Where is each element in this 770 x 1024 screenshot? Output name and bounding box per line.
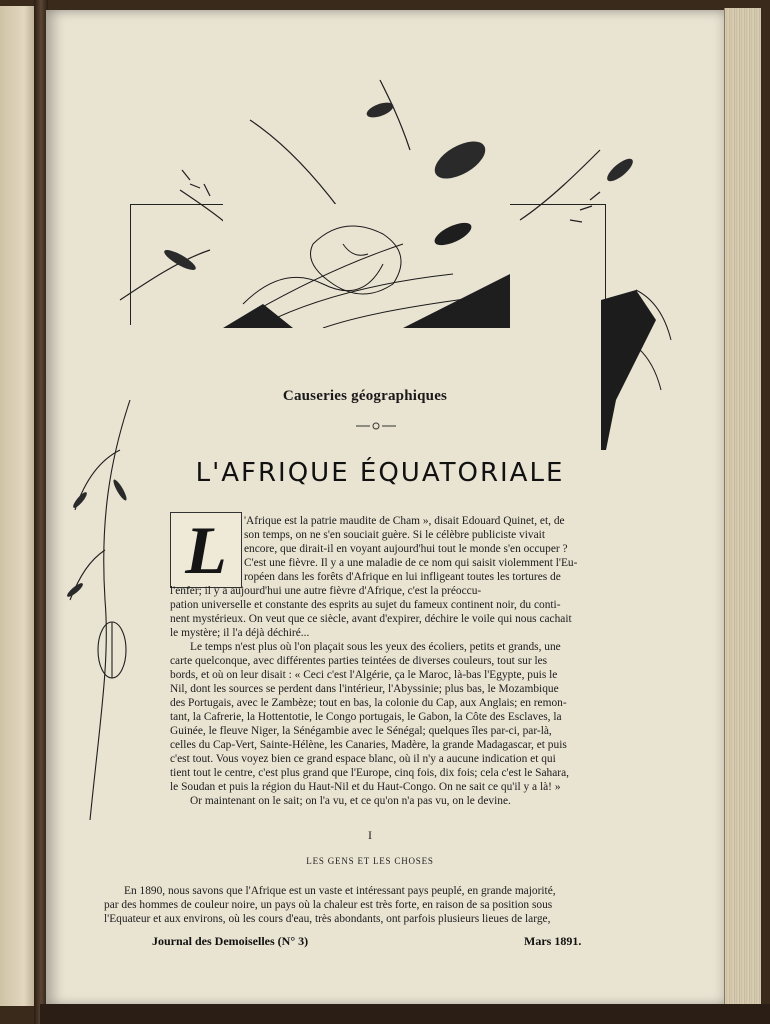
journal-footer: Journal des Demoiselles (N° 3) xyxy=(152,934,309,948)
section-number: I xyxy=(368,828,372,842)
book-bottom-edge xyxy=(40,1004,770,1024)
series-title: Causeries géographiques xyxy=(282,388,448,404)
paragraph-line: Nil, dont les sources se perdent dans l'intérieur, l'Abyssinie; plus bas, le Mozambique xyxy=(170,683,559,695)
paragraph-line: tant, la Cafrerie, la Hottentotie, le Congo portugais, le Gabon, la Côte des Esclaves, la xyxy=(170,711,562,723)
issue-date: Mars 1891. xyxy=(524,934,582,948)
article-title: L'AFRIQUE ÉQUATORIALE xyxy=(195,458,565,488)
paragraph-line: carte quelconque, avec différentes parties teintées de diverses couleurs, tout sur les xyxy=(170,655,548,667)
right-vine-illustration xyxy=(596,280,676,460)
paragraph-line: c'est tout. Vous voyez bien ce grand espace blanc, où il n'y a aucune indication et qui xyxy=(170,753,556,765)
paragraph-line: bords, et où on leur disait : « Ceci c'est l'Algérie, ça le Maroc, là-bas l'Egypte, puis le xyxy=(170,669,558,681)
flower-vignette xyxy=(223,204,510,328)
dropcap-letter: L xyxy=(185,512,227,588)
title-ornament xyxy=(356,420,396,432)
paragraph-line: le Soudan et puis la région du Haut-Nil et du Haut-Congo. On ne sait ce qu'il y a là! » xyxy=(170,781,561,793)
ornamental-dropcap xyxy=(170,512,242,588)
paragraph-line: l'Equateur et aux environs, où les cours d'eau, très abondants, ont parfois plusieurs lieues de large, xyxy=(104,913,551,925)
paragraph-line: ropéen dans les forêts d'Afrique en lui infligeant toutes les tortures de xyxy=(244,571,561,583)
paragraph-line: celles du Cap-Vert, Sainte-Hélène, les Canaries, Madère, la grande Madagascar, et puis xyxy=(170,739,567,751)
paragraph-line: C'est une fièvre. Il y a une maladie de ce nom qui saisit violemment l'Eu- xyxy=(244,557,578,569)
paragraph-line: 'Afrique est la patrie maudite de Cham », disait Edouard Quinet, et, de xyxy=(244,515,565,527)
page-stack-edge xyxy=(724,8,761,1006)
paragraph-line: son temps, on ne s'en souciait guère. Si le célèbre publiciste vivait xyxy=(244,529,545,541)
paragraph-line: encore, que dirait-il en voyant aujourd'hui tout le monde s'en occuper ? xyxy=(244,543,568,555)
paragraph-line: tient tout le centre, c'est plus grand que l'Europe, cinq fois, dix fois; cela c'est le Sahara, xyxy=(170,767,570,779)
paragraph-line: par des hommes de couleur noire, un pays où la chaleur est très forte, en raison de sa position sous xyxy=(104,899,553,911)
paragraph-line: des Portugais, avec le Zambèze; tout en bas, la colonie du Cap, aux Anglais; en remon- xyxy=(170,697,567,709)
paragraph-line: l'enfer; il y a aujourd'hui une autre fièvre d'Afrique, c'est la préoccu- xyxy=(170,585,482,597)
side-vine-illustration xyxy=(60,400,150,830)
paragraph-line: Le temps n'est plus où l'on plaçait sous les yeux des écoliers, petits et grands, une xyxy=(190,641,561,653)
paragraph-line: le mystère; il l'a déjà déchiré... xyxy=(170,627,310,639)
section-title: LES GENS ET LES CHOSES xyxy=(306,856,434,866)
paragraph-line: Or maintenant on le sait; on l'a vu, et ce qu'on n'a pas vu, on le devine. xyxy=(190,795,511,807)
paragraph-line: nent mystérieux. On veut que ce siècle, avant d'expirer, déchire le voile qui nous cachait xyxy=(170,613,572,625)
paragraph-line: Guinée, le fleuve Niger, la Sénégambie avec le Sénégal; quelques îles par-ci, par-là, xyxy=(170,725,552,737)
paragraph-line: pation universelle et constante des esprits au sujet du fameux continent noir, du conti- xyxy=(170,599,561,611)
paragraph-line: En 1890, nous savons que l'Afrique est un vaste et intéressant pays peuplé, en grande majorité, xyxy=(124,885,556,897)
